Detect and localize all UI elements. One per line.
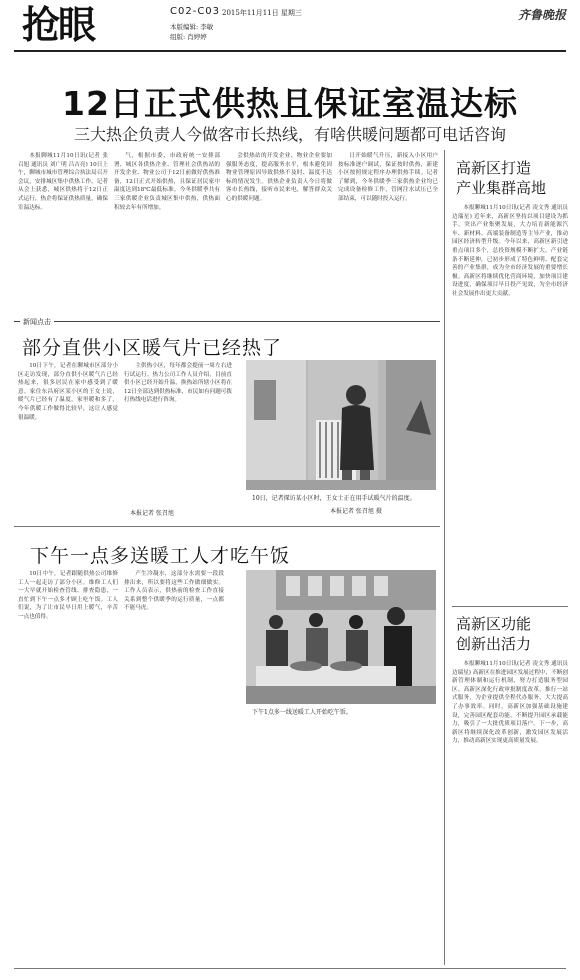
story1-byline: 本报记者 张召旭 摄 [330, 508, 382, 515]
section-logo: 抢眼 [22, 3, 95, 47]
sidebar-divider [444, 150, 445, 965]
story2-caption: 下午1点多一线送暖工人开始吃午饭。 [252, 709, 352, 716]
story1-column-1 [18, 362, 118, 522]
story1-text: 10日下午，记者在聊城市区部分小区走访发现，部分直供小区暖气片已经热起来，很多居民在家中感受到了暖意。家住东昌府区某小区的王女士说，暖气片已经有了温度，家里暖和多了，今年供暖工作做得比较早，这让人感觉很温暖。 [18, 363, 118, 421]
masthead [0, 0, 580, 52]
newspaper-brand: 齐鲁晚报 [517, 8, 566, 22]
page-number: C02-C03 [170, 6, 221, 17]
lead-article-text: 气，根据市委、市政府统一安排部署，城区各供热企业、管理社会供热站的开发企业、物业公司于12日前做好供热准备，12日正式开始供热，且保证居民家中温度达到18℃最低标准。今冬供暖季共有三家供暖企业负责城区集中供热，供热面积较去年有所增加。 [114, 153, 220, 211]
story2-photo [246, 570, 436, 704]
main-headline: 12日正式供热且保证室温达标 [62, 84, 518, 123]
editor-line: 本版编辑: 李敏 [170, 23, 214, 31]
story2-column-1 [18, 570, 118, 720]
lead-article-column-4 [338, 152, 438, 306]
story1-title: 部分直供小区暖气片已经热了 [22, 337, 283, 359]
page-bottom-rule [14, 968, 566, 969]
issue-date: 2015年11月11日 星期三 [222, 9, 302, 17]
section-rule [14, 321, 440, 322]
lead-article-text: 日开始暖气升压，新接入小区用户按标准逐户调试，保证按时供热，新建小区按照规定程序办理供热手续。记者了解到，今冬供暖季三家供热企业均已完成设备检修工作，管网注水试压已全部结束，可以随时投入运行。 [338, 153, 438, 202]
news-click-tag: 新闻点击 [20, 317, 54, 327]
sidebar1-title-line: 高新区打造 [456, 159, 532, 177]
story2-text: 产生冷凝水，这部分水需要一段段排出来，所以要将这些工作做细做实。工作人员表示，供热前的检查工作直接关系到整个供暖季的运行质量，一点都不能马虎。 [124, 571, 224, 612]
story1-text: 主供热小区，每年都会提前一周左右进行试运行。热力公司工作人员介绍，目前直供小区已经开始升温，换热站所辖小区将在12日全部达到供热标准，市民如有问题可拨打热线电话进行咨询。 [124, 363, 232, 404]
story2-column-2 [124, 570, 224, 720]
sidebar1-title [456, 158, 576, 198]
sidebar2-title-line: 高新区功能 [456, 615, 532, 633]
editor-credits [170, 22, 213, 42]
story1-text-byline: 本报记者 张召旭 [130, 510, 174, 517]
story2-title: 下午一点多送暖工人才吃午饭 [30, 545, 291, 567]
lead-article-text: 会供热站的开发企业、物业企业要加强服务态度，提高服务水平，根本避免因物业管理原因导致供热不及时、温度不达标的情况发生。供热企业负责人今日将做客市长热线，接听市民来电，解答群众关心的供暖问题。 [226, 153, 332, 202]
story1-photo [246, 360, 436, 490]
sidebar2-title [456, 614, 576, 654]
sidebar2-title-line: 创新出活力 [456, 635, 532, 653]
story2-text: 10日中午，记者跟随供热公司维修工人一起走访了部分小区。维修工人们一大早就开始检查管线、排查隐患，一直忙到下午一点多才顾上吃午饭。工人们说，为了让市民早日用上暖气，辛苦一点也值得。 [18, 571, 118, 620]
sidebar1-title-line: 产业集群高地 [456, 179, 547, 197]
masthead-divider [14, 50, 566, 52]
story1-caption: 10日，记者探访某小区时，王女士正在用手试暖气片的温度。 [252, 495, 416, 502]
sidebar1-text: 本报聊城11月10日讯(记者 凌文秀 通讯员 边瑞星) 近年来，高新区坚持以项目建设为抓手，突出产业集聚发展，大力培育新能源汽车、新材料、高端装备制造等主导产业，推动园区经济转型升级。今年以来，高新区新引进重点项目多个，总投资规模不断扩大，产业链条不断延伸，已初步形成了特色鲜明、配套完善的产业集群，成为全市经济发展的重要增长极。高新区将继续优化营商环境，加快项目建设进度，确保项目早日投产见效，为全市经济社会发展作出更大贡献。 [452, 205, 568, 297]
sidebar2-text: 本报聊城11月10日讯(记者 凌文秀 通讯员 边瑞星) 高新区在推进园区发展过程中，不断创新管理体制和运行机制，努力打造服务型园区。高新区深化行政审批制度改革，推行一站式服务，为企业提供全程代办服务，大大提高了办事效率。同时，高新区加强基础设施建设，完善园区配套功能，不断提升园区承载能力，吸引了一大批优质项目落户。下一步，高新区将继续深化改革创新，激发园区发展活力，推动高新区实现更高质量发展。 [452, 661, 568, 745]
story1-column-2 [124, 362, 232, 522]
lead-article-column-2 [114, 152, 220, 306]
sidebar-section-divider [452, 606, 568, 607]
lead-article-column-1 [18, 152, 108, 306]
story-divider [14, 526, 440, 527]
sidebar1-body [452, 204, 568, 600]
lead-article-text: 本报聊城11月10日讯(记者 张召旭 通讯员 刘广明 吕吉亮) 10日上午，聊城市城市管理综合执法局召开会议，安排城区集中供热工作。记者从会上获悉，城区供热将于12日正式运行，热企将保证供热质量，确保室温达标。 [18, 153, 108, 211]
sidebar2-body [452, 660, 568, 960]
main-subheadline: 三大热企负责人今做客市长热线，有啥供暖问题都可电话咨询 [73, 125, 506, 144]
layout-line: 组版: 肖婷婷 [170, 33, 207, 41]
lead-article-column-3 [226, 152, 332, 306]
